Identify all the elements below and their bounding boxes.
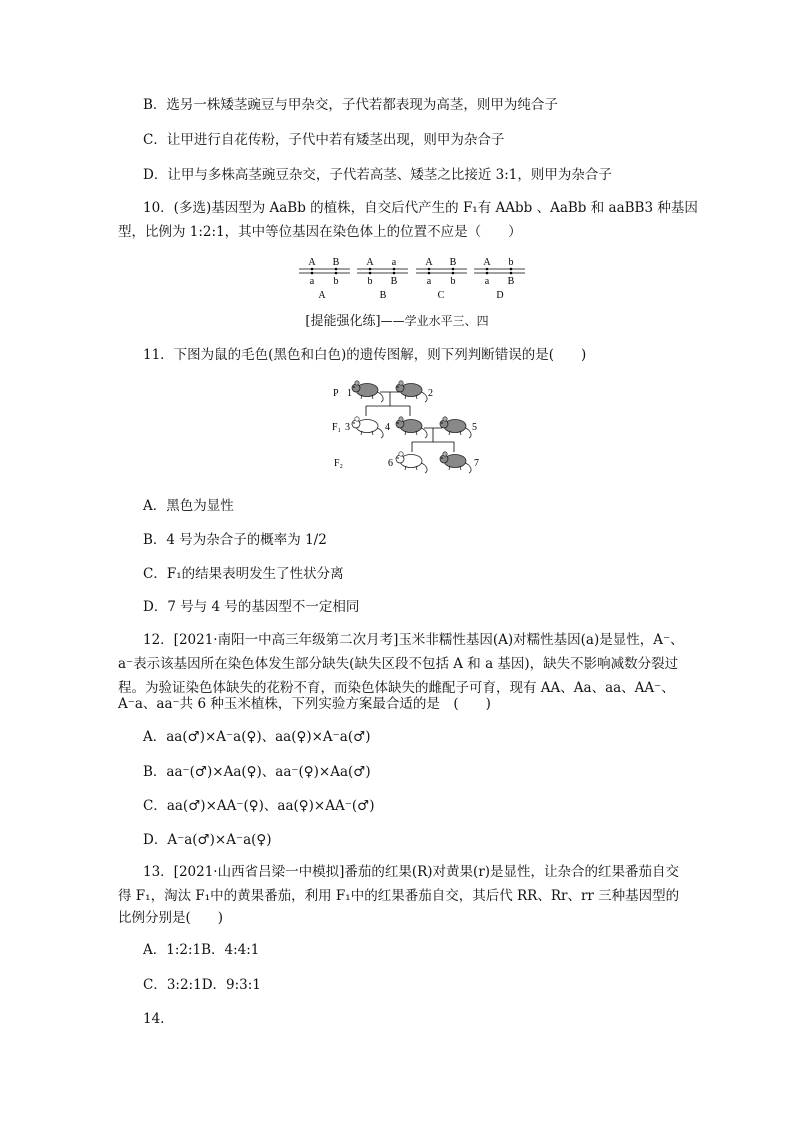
q10-a-top-1: A <box>308 257 316 268</box>
q13-option-cd: C．3:2:1D．9:3:1 <box>143 977 261 993</box>
mouse-4-black <box>396 417 427 438</box>
q10-b-top-1: A <box>366 257 374 268</box>
q10-c-bottom-1: a <box>426 276 432 287</box>
mouse-6-white <box>396 452 427 473</box>
q10-a-bottom-1: a <box>309 276 315 287</box>
q13-stem-line2: 得 F₁，淘汰 F₁中的黄果番茄，利用 F₁中的红果番茄自交，其后代 RR、Rr、rr 三种基因型的 <box>118 888 680 904</box>
q10-c-top-1: A <box>425 257 433 268</box>
q13-stem-line1: 13．[2021·山西省吕梁一中模拟]番茄的红果(R)对黄果(r)是显性，让杂合的红果番茄自交 <box>143 864 680 880</box>
section-subtitle: ——学业水平三、四 <box>380 314 489 328</box>
q10-c-label: C <box>437 290 445 301</box>
q10-figure-c <box>416 257 467 301</box>
q10-figure-d <box>474 257 525 301</box>
gen-f2-label: F₂ <box>334 458 344 469</box>
q10-d-label: D <box>496 290 504 301</box>
q10-c-top-2: B <box>449 257 457 268</box>
q12-stem-line2: a⁻表示该基因所在染色体发生部分缺失(缺失区段不包括 A 和 a 基因)，缺失不影响减数分裂过 <box>118 656 679 672</box>
q10-d-bottom-1: a <box>484 276 490 287</box>
section-heading <box>0 311 794 332</box>
gen-f1-label: F₁ <box>332 422 342 433</box>
q11-option-c: C．F₁的结果表明发生了性状分离 <box>143 566 344 582</box>
q9-option-d: D．让甲与多株高茎豌豆杂交，子代若高茎、矮茎之比接近 3:1，则甲为杂合子 <box>143 167 612 183</box>
q11-option-d: D．7 号与 4 号的基因型不一定相同 <box>143 599 360 615</box>
gen-p-label: P <box>333 388 339 399</box>
q13-stem-line3: 比例分别是( ) <box>118 910 224 926</box>
q12-stem-line3: 程。为验证染色体缺失的花粉不育，而染色体缺失的雌配子可育，现有 AA、Aa、aa、AA⁻、 <box>118 680 675 696</box>
mouse-5-number: 5 <box>472 422 477 433</box>
mouse-2-number: 2 <box>428 388 433 399</box>
q11-stem: 11．下图为鼠的毛色(黑色和白色)的遗传图解，则下列判断错误的是( ) <box>143 347 587 363</box>
mouse-1-black <box>352 381 383 402</box>
q10-stem-line2: 型，比例为 1:2:1，其中等位基因在染色体上的位置不应是（ ） <box>118 224 522 240</box>
mouse-5-black <box>440 417 471 438</box>
q9-option-c: C．让甲进行自花传粉，子代中若有矮茎出现，则甲为杂合子 <box>143 132 505 148</box>
mouse-1-number: 1 <box>347 388 352 399</box>
q11-pedigree-figure <box>0 378 794 478</box>
q9-option-b: B．选另一株矮茎豌豆与甲杂交，子代若都表现为高茎，则甲为纯合子 <box>143 97 558 113</box>
mouse-4-number: 4 <box>385 422 390 433</box>
q10-d-bottom-2: B <box>507 276 515 287</box>
q10-chromosome-figure <box>0 254 794 306</box>
q10-stem-line1: 10．(多选)基因型为 AaBb 的植株，自交后代产生的 F₁有 AAbb 、AaBb 和 aaBB3 种基因 <box>143 200 698 216</box>
q10-b-bottom-2: B <box>390 276 398 287</box>
q10-figure-a <box>299 257 350 301</box>
q10-b-bottom-1: b <box>367 276 373 287</box>
mouse-3-number: 3 <box>345 422 350 433</box>
mouse-6-number: 6 <box>388 458 393 469</box>
q13-option-ab: A．1:2:1B．4:4:1 <box>143 942 260 958</box>
q12-stem-line4: A⁻a、aa⁻共 6 种玉米植株，下列实验方案最合适的是 ( ) <box>118 696 491 712</box>
mouse-7-black <box>440 452 471 473</box>
q10-a-bottom-2: b <box>333 276 339 287</box>
q10-c-bottom-2: b <box>450 276 456 287</box>
q12-option-a: A．aa(♂)×A⁻a(♀)、aa(♀)×A⁻a(♂) <box>143 729 371 745</box>
q11-option-b: B．4 号为杂合子的概率为 1/2 <box>143 532 327 548</box>
q10-d-top-1: A <box>483 257 491 268</box>
q10-b-label: B <box>379 290 387 301</box>
q10-a-top-2: B <box>332 257 340 268</box>
section-title: [提能强化练] <box>305 314 381 329</box>
q14-number: 14. <box>143 1011 165 1027</box>
q11-option-a: A．黑色为显性 <box>143 498 234 514</box>
q10-d-top-2: b <box>508 257 514 268</box>
q12-stem-line1: 12．[2021·南阳一中高三年级第二次月考]玉米非糯性基因(A)对糯性基因(a)是显性，A⁻、 <box>143 632 684 648</box>
q10-a-label: A <box>318 290 326 301</box>
mouse-7-number: 7 <box>474 458 479 469</box>
q10-b-top-2: a <box>391 257 397 268</box>
q12-option-b: B．aa⁻(♂)×Aa(♀)、aa⁻(♀)×Aa(♂) <box>143 764 371 780</box>
q12-option-c: C．aa(♂)×AA⁻(♀)、aa(♀)×AA⁻(♂) <box>143 798 375 814</box>
q10-figure-b <box>357 257 408 301</box>
mouse-2-black <box>396 381 427 402</box>
mouse-3-white <box>352 417 383 438</box>
q12-option-d: D．A⁻a(♂)×A⁻a(♀) <box>143 832 272 848</box>
